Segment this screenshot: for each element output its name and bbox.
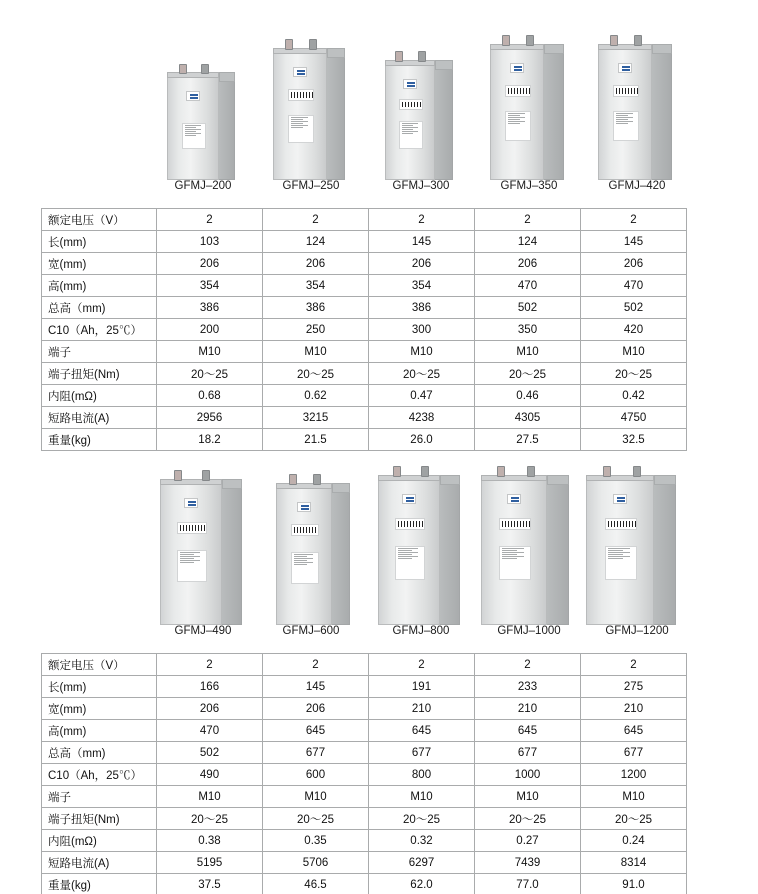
cell: 26.0 <box>369 429 475 451</box>
cell: 2 <box>475 654 581 676</box>
table-row <box>42 297 687 319</box>
cell: 3215 <box>263 407 369 429</box>
cell: 8314 <box>581 852 687 874</box>
cell: 502 <box>581 297 687 319</box>
battery-figure <box>150 465 256 625</box>
cell: 206 <box>369 253 475 275</box>
table-row <box>42 874 687 894</box>
cell: 206 <box>263 253 369 275</box>
battery-terminal-positive <box>174 470 182 481</box>
battery-body-front <box>273 52 327 180</box>
cell: 21.5 <box>263 429 369 451</box>
battery-terminal-negative <box>309 39 317 50</box>
brand-logo-icon <box>402 494 416 504</box>
row-label: 端子扭矩(Nm) <box>42 363 157 385</box>
cell: 677 <box>369 742 475 764</box>
cell: 77.0 <box>475 874 581 894</box>
battery-terminal-positive <box>285 39 293 50</box>
table-row <box>42 231 687 253</box>
battery-label <box>613 111 639 141</box>
cell: 206 <box>157 698 263 720</box>
table-row <box>42 852 687 874</box>
cell: 37.5 <box>157 874 263 894</box>
cell: M10 <box>263 341 369 363</box>
battery-figure <box>258 34 364 180</box>
battery-top-side <box>652 44 672 54</box>
cell: 124 <box>475 231 581 253</box>
cell: 166 <box>157 676 263 698</box>
battery-top <box>273 48 327 54</box>
battery-terminal-positive <box>393 466 401 477</box>
cell: 354 <box>263 275 369 297</box>
cell: 645 <box>475 720 581 742</box>
battery-top <box>490 44 544 50</box>
cell: 20～25 <box>157 808 263 830</box>
cell: 2956 <box>157 407 263 429</box>
battery-top <box>586 475 654 481</box>
battery-body-side <box>654 483 676 625</box>
row-label: 重量(kg) <box>42 429 157 451</box>
cell: 145 <box>581 231 687 253</box>
battery-body-front <box>160 483 222 625</box>
brand-logo-icon <box>510 63 524 73</box>
row-label: 长(mm) <box>42 231 157 253</box>
battery-top-side <box>332 483 350 493</box>
cell: 470 <box>157 720 263 742</box>
battery-body-side <box>547 483 569 625</box>
row-label: 端子 <box>42 341 157 363</box>
table-row <box>42 253 687 275</box>
battery-top <box>276 483 332 489</box>
row-label: 宽(mm) <box>42 253 157 275</box>
cell: 800 <box>369 764 475 786</box>
battery-label <box>399 121 423 149</box>
table-row <box>42 654 687 676</box>
brand-logo-icon <box>613 494 627 504</box>
brand-logo-icon <box>186 91 200 101</box>
spec-table-2 <box>41 653 687 894</box>
cell: 206 <box>263 698 369 720</box>
battery-barcode <box>288 89 314 101</box>
cell: 2 <box>263 209 369 231</box>
brand-logo-icon <box>618 63 632 73</box>
battery-label <box>182 123 206 149</box>
model-caption: GFMJ–250 <box>282 180 340 192</box>
battery-terminal-positive <box>603 466 611 477</box>
battery-body-side <box>652 52 672 180</box>
cell: 124 <box>263 231 369 253</box>
cell: 677 <box>475 742 581 764</box>
cell: 5706 <box>263 852 369 874</box>
battery-barcode <box>505 85 531 97</box>
model-caption: GFMJ–200 <box>174 180 232 192</box>
cell: 600 <box>263 764 369 786</box>
brand-logo-icon <box>297 502 311 512</box>
cell: 91.0 <box>581 874 687 894</box>
row-label: 内阻(mΩ) <box>42 830 157 852</box>
cell: M10 <box>475 786 581 808</box>
cell: 0.38 <box>157 830 263 852</box>
cell: M10 <box>157 341 263 363</box>
brand-logo-icon <box>293 67 307 77</box>
battery-body-front <box>167 76 219 180</box>
battery-barcode <box>395 518 425 530</box>
cell: 4305 <box>475 407 581 429</box>
model-caption-row-2 <box>0 625 758 645</box>
cell: 2 <box>369 209 475 231</box>
cell: 470 <box>475 275 581 297</box>
cell: 27.5 <box>475 429 581 451</box>
battery-top-side <box>544 44 564 54</box>
cell: 191 <box>369 676 475 698</box>
table-row <box>42 764 687 786</box>
battery-terminal-positive <box>179 64 187 74</box>
battery-body-side <box>222 487 242 625</box>
battery-terminal-negative <box>526 35 534 46</box>
battery-top-side <box>547 475 569 485</box>
cell: 354 <box>369 275 475 297</box>
battery-top-side <box>222 479 242 489</box>
battery-body-side <box>219 80 235 180</box>
model-caption: GFMJ–1000 <box>497 625 561 637</box>
row-label: 内阻(mΩ) <box>42 385 157 407</box>
cell: 2 <box>157 654 263 676</box>
row-label: 总高（mm) <box>42 742 157 764</box>
battery-top-side <box>219 72 235 82</box>
battery-body-side <box>544 52 564 180</box>
cell: 1200 <box>581 764 687 786</box>
cell: 275 <box>581 676 687 698</box>
cell: 386 <box>263 297 369 319</box>
table-row <box>42 742 687 764</box>
battery-label <box>177 550 207 582</box>
cell: 210 <box>369 698 475 720</box>
battery-barcode <box>399 99 423 110</box>
cell: 0.24 <box>581 830 687 852</box>
cell: 2 <box>475 209 581 231</box>
battery-body-side <box>440 483 460 625</box>
cell: M10 <box>369 786 475 808</box>
cell: 4238 <box>369 407 475 429</box>
cell: 2 <box>369 654 475 676</box>
battery-body-front <box>385 64 435 180</box>
battery-terminal-positive <box>610 35 618 46</box>
battery-barcode <box>499 518 531 530</box>
cell: 233 <box>475 676 581 698</box>
cell: 0.35 <box>263 830 369 852</box>
cell: 677 <box>263 742 369 764</box>
battery-top-side <box>435 60 453 70</box>
battery-top <box>481 475 547 481</box>
cell: M10 <box>475 341 581 363</box>
battery-body-front <box>378 479 440 625</box>
cell: 386 <box>157 297 263 319</box>
battery-label <box>395 546 425 580</box>
battery-terminal-negative <box>313 474 321 485</box>
cell: 2 <box>263 654 369 676</box>
table-row <box>42 720 687 742</box>
battery-barcode <box>613 85 639 97</box>
cell: 2 <box>581 654 687 676</box>
model-caption-row-1 <box>0 180 758 200</box>
cell: 20～25 <box>475 363 581 385</box>
cell: 145 <box>263 676 369 698</box>
model-caption: GFMJ–800 <box>392 625 450 637</box>
cell: 645 <box>263 720 369 742</box>
battery-body-side <box>327 56 345 180</box>
cell: 20～25 <box>263 363 369 385</box>
battery-figure <box>474 461 580 625</box>
battery-body-front <box>276 487 332 625</box>
cell: 0.68 <box>157 385 263 407</box>
row-label: 高(mm) <box>42 720 157 742</box>
brand-logo-icon <box>184 498 198 508</box>
battery-top <box>385 60 435 66</box>
brand-logo-icon <box>403 79 417 89</box>
cell: M10 <box>263 786 369 808</box>
row-label: 重量(kg) <box>42 874 157 894</box>
table-row <box>42 429 687 451</box>
battery-terminal-negative <box>421 466 429 477</box>
battery-body-side <box>332 491 350 625</box>
battery-top-side <box>327 48 345 58</box>
battery-top <box>167 72 219 78</box>
model-caption: GFMJ–600 <box>282 625 340 637</box>
cell: 6297 <box>369 852 475 874</box>
row-label: 额定电压（V） <box>42 209 157 231</box>
battery-terminal-negative <box>527 466 535 477</box>
cell: 145 <box>369 231 475 253</box>
cell: 200 <box>157 319 263 341</box>
battery-top <box>598 44 652 50</box>
cell: 4750 <box>581 407 687 429</box>
row-label: 高(mm) <box>42 275 157 297</box>
battery-body-front <box>481 479 547 625</box>
battery-terminal-negative <box>202 470 210 481</box>
cell: 1000 <box>475 764 581 786</box>
table-row <box>42 385 687 407</box>
battery-image-row-1 <box>0 0 758 180</box>
cell: 20～25 <box>369 808 475 830</box>
cell: 470 <box>581 275 687 297</box>
table-row <box>42 830 687 852</box>
battery-label <box>499 546 531 580</box>
battery-figure <box>476 30 582 180</box>
row-label: 总高（mm) <box>42 297 157 319</box>
brand-logo-icon <box>507 494 521 504</box>
battery-figure <box>150 60 256 180</box>
battery-figure <box>580 461 686 625</box>
battery-terminal-positive <box>395 51 403 62</box>
cell: M10 <box>581 786 687 808</box>
table-row <box>42 407 687 429</box>
battery-top-side <box>440 475 460 485</box>
cell: 645 <box>581 720 687 742</box>
row-label: C10（Ah，25℃） <box>42 764 157 786</box>
battery-top <box>378 475 440 481</box>
row-label: 短路电流(A) <box>42 407 157 429</box>
cell: 386 <box>369 297 475 319</box>
cell: 32.5 <box>581 429 687 451</box>
cell: 20～25 <box>263 808 369 830</box>
cell: 210 <box>475 698 581 720</box>
cell: 46.5 <box>263 874 369 894</box>
table-row <box>42 676 687 698</box>
table-row <box>42 698 687 720</box>
battery-body-side <box>435 68 453 180</box>
cell: 502 <box>157 742 263 764</box>
table-row <box>42 363 687 385</box>
cell: 20～25 <box>581 808 687 830</box>
battery-barcode <box>177 522 207 534</box>
cell: 62.0 <box>369 874 475 894</box>
row-label: 端子 <box>42 786 157 808</box>
cell: 250 <box>263 319 369 341</box>
row-label: 长(mm) <box>42 676 157 698</box>
cell: 20～25 <box>581 363 687 385</box>
cell: 0.27 <box>475 830 581 852</box>
cell: 18.2 <box>157 429 263 451</box>
battery-terminal-positive <box>497 466 505 477</box>
battery-terminal-negative <box>418 51 426 62</box>
battery-body-front <box>586 479 654 625</box>
cell: 103 <box>157 231 263 253</box>
battery-top <box>160 479 222 485</box>
cell: 0.62 <box>263 385 369 407</box>
cell: 2 <box>581 209 687 231</box>
cell: 206 <box>157 253 263 275</box>
model-caption: GFMJ–1200 <box>605 625 669 637</box>
model-caption: GFMJ–420 <box>608 180 666 192</box>
cell: 20～25 <box>475 808 581 830</box>
battery-terminal-positive <box>289 474 297 485</box>
row-label: 端子扭矩(Nm) <box>42 808 157 830</box>
model-caption: GFMJ–490 <box>174 625 232 637</box>
battery-terminal-negative <box>201 64 209 74</box>
battery-figure <box>368 46 474 180</box>
battery-body-front <box>598 48 652 180</box>
battery-label <box>505 111 531 141</box>
table-row <box>42 341 687 363</box>
battery-barcode <box>605 518 637 530</box>
cell: 350 <box>475 319 581 341</box>
battery-label <box>291 552 319 584</box>
battery-figure <box>584 30 690 180</box>
cell: 0.46 <box>475 385 581 407</box>
row-label: 短路电流(A) <box>42 852 157 874</box>
row-label: 宽(mm) <box>42 698 157 720</box>
table-row <box>42 275 687 297</box>
battery-label <box>605 546 637 580</box>
battery-terminal-positive <box>502 35 510 46</box>
cell: 490 <box>157 764 263 786</box>
cell: 210 <box>581 698 687 720</box>
cell: 2 <box>157 209 263 231</box>
cell: 502 <box>475 297 581 319</box>
battery-figure <box>262 469 368 625</box>
cell: 206 <box>475 253 581 275</box>
table-row <box>42 808 687 830</box>
spec-table-1 <box>41 208 687 451</box>
battery-image-row-2 <box>0 450 758 625</box>
battery-figure <box>368 461 474 625</box>
model-caption: GFMJ–300 <box>392 180 450 192</box>
cell: M10 <box>369 341 475 363</box>
cell: 645 <box>369 720 475 742</box>
cell: 0.32 <box>369 830 475 852</box>
cell: 0.47 <box>369 385 475 407</box>
row-label: C10（Ah，25℃） <box>42 319 157 341</box>
cell: 20～25 <box>369 363 475 385</box>
battery-barcode <box>291 524 319 536</box>
battery-terminal-negative <box>634 35 642 46</box>
cell: 7439 <box>475 852 581 874</box>
row-label: 额定电压（V） <box>42 654 157 676</box>
cell: 354 <box>157 275 263 297</box>
cell: 420 <box>581 319 687 341</box>
cell: 677 <box>581 742 687 764</box>
battery-top-side <box>654 475 676 485</box>
battery-terminal-negative <box>633 466 641 477</box>
battery-body-front <box>490 48 544 180</box>
cell: 206 <box>581 253 687 275</box>
model-caption: GFMJ–350 <box>500 180 558 192</box>
spec-section-2 <box>0 450 758 894</box>
cell: M10 <box>581 341 687 363</box>
cell: 5195 <box>157 852 263 874</box>
table-row <box>42 209 687 231</box>
table-row <box>42 319 687 341</box>
cell: 20～25 <box>157 363 263 385</box>
table-row <box>42 786 687 808</box>
cell: 300 <box>369 319 475 341</box>
cell: 0.42 <box>581 385 687 407</box>
cell: M10 <box>157 786 263 808</box>
battery-label <box>288 115 314 143</box>
